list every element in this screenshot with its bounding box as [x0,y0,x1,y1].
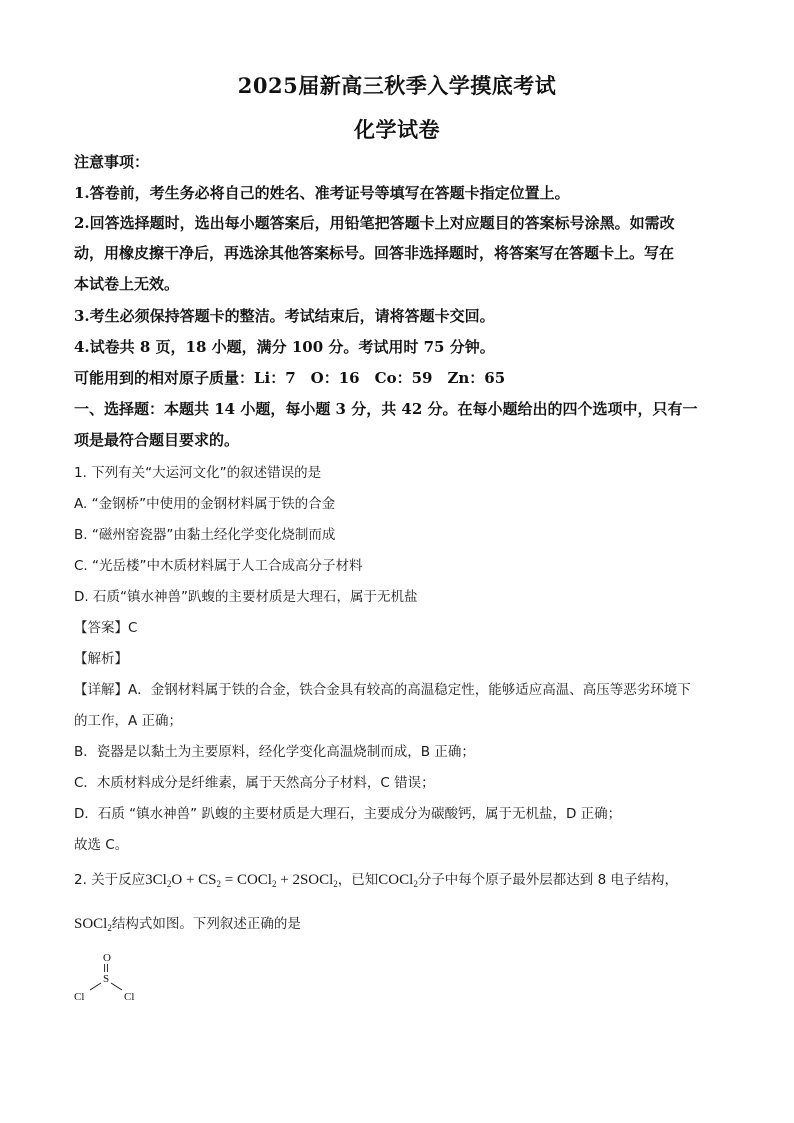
q1-stem: 1. 下列有关“大运河文化”的叙述错误的是 [74,465,322,481]
page-subtitle: 化学试卷 [354,117,440,142]
q2-stem-line-1 [74,870,724,894]
eq-sub-d: 2 [333,879,338,889]
notice-item-2-cont: 动，用橡皮擦干净后，再选涂其他答案标号。回答非选择题时，将答案写在答题卡上。写在 [74,244,675,262]
eq-part-c: = COCl [221,872,272,888]
socl-text: SOCl [74,916,108,932]
eq-part-a: 3Cl [145,872,167,888]
eq-sub-c: 2 [271,879,277,889]
q1-option-d: D. 石质“镇水神兽”趴蝮的主要材质是大理石，属于无机盐 [74,589,418,605]
q1-detail-line-2: 的工作，A 正确； [74,713,183,729]
q1-option-b: B. “磁州窑瓷器”由黏土经化学变化烧制而成 [74,527,336,543]
q2-stem-line-2 [74,914,724,938]
q2-suffix: 分子中每个原子最外层都达到 8 电子结构， [417,872,678,888]
q1-detail-line-6: 故选 C。 [74,837,129,853]
eq-sub-b: 2 [216,879,221,889]
socl2-structure-diagram [72,946,162,1006]
reaction-equation [145,872,338,888]
eq-part-b: O + CS [171,872,217,888]
q1-detail-line-3: B．瓷器是以黏土为主要原料，经化学变化高温烧制而成，B 正确； [74,744,475,760]
atom-s: S [103,973,110,985]
notice-item-1: 1.答卷前，考生务必将自己的姓名、准考证号等填写在答题卡指定位置上。 [74,184,570,202]
answer-value: C [128,620,138,636]
bond-s-cl-right [111,983,122,990]
q2-prefix: 2. 关于反应 [74,872,146,888]
page-title: 2025届新高三秋季入学摸底考试 [237,73,557,98]
bond-s-cl-left [90,983,101,990]
notice-item-3: 3.考生必须保持答题卡的整洁。考试结束后，请将答题卡交回。 [74,307,495,325]
detail-text-1: A．金钢材料属于铁的合金，铁合金具有较高的高温稳定性，能够适应高温、高压等恶劣环境下 [128,682,691,698]
notice-item-4: 4.试卷共 8 页，18 小题，满分 100 分。考试用时 75 分钟。 [74,338,495,356]
q1-answer [74,618,724,638]
notice-item-2-end: 本试卷上无效。 [74,275,180,293]
atom-o: O [103,952,111,964]
q1-detail-line-4: C．木质材料成分是纤维素，属于天然高分子材料，C 错误； [74,775,435,791]
cocl-sub: 2 [413,879,418,889]
q1-detail-line-5: D．石质 “镇水神兽” 趴蝮的主要材质是大理石，主要成分为碳酸钙，属于无机盐，D 正确； [74,806,622,822]
q1-option-a: A. “金钢桥”中使用的金钢材料属于铁的合金 [74,496,336,512]
socl2-formula [74,916,112,932]
q1-option-c: C. “光岳楼”中木质材料属于人工合成高分子材料 [74,558,363,574]
atomic-mass-line: 可能用到的相对原子质量：Li：7 O：16 Co：59 Zn：65 [74,369,506,387]
notice-item-2: 2.回答选择题时，选出每小题答案后，用铅笔把答题卡上对应题目的答案标号涂黑。如需改 [74,214,675,232]
section-heading-line-1: 一、选择题：本题共 14 小题，每小题 3 分，共 42 分。在每小题给出的四个选项中，只有一 [74,400,698,418]
section-heading-line-2: 项是最符合题目要求的。 [74,431,240,449]
notice-heading: 注意事项： [74,153,150,171]
q2-mid: ，已知 [337,872,379,888]
detail-tag: 【详解】 [74,682,128,698]
socl-sub: 2 [107,923,112,933]
atom-cl-right: Cl [124,991,135,1003]
eq-sub-a: 2 [166,879,172,889]
q2-line2-text: 结构式如图。下列叙述正确的是 [111,916,301,932]
answer-tag: 【答案】 [74,620,128,636]
cocl-text: COCl [378,872,414,888]
eq-part-d: + 2SOCl [276,872,334,888]
cocl2-formula [378,872,418,888]
q1-analysis-tag: 【解析】 [74,651,128,667]
atom-cl-left: Cl [74,991,85,1003]
q1-detail-line-1 [74,680,724,700]
